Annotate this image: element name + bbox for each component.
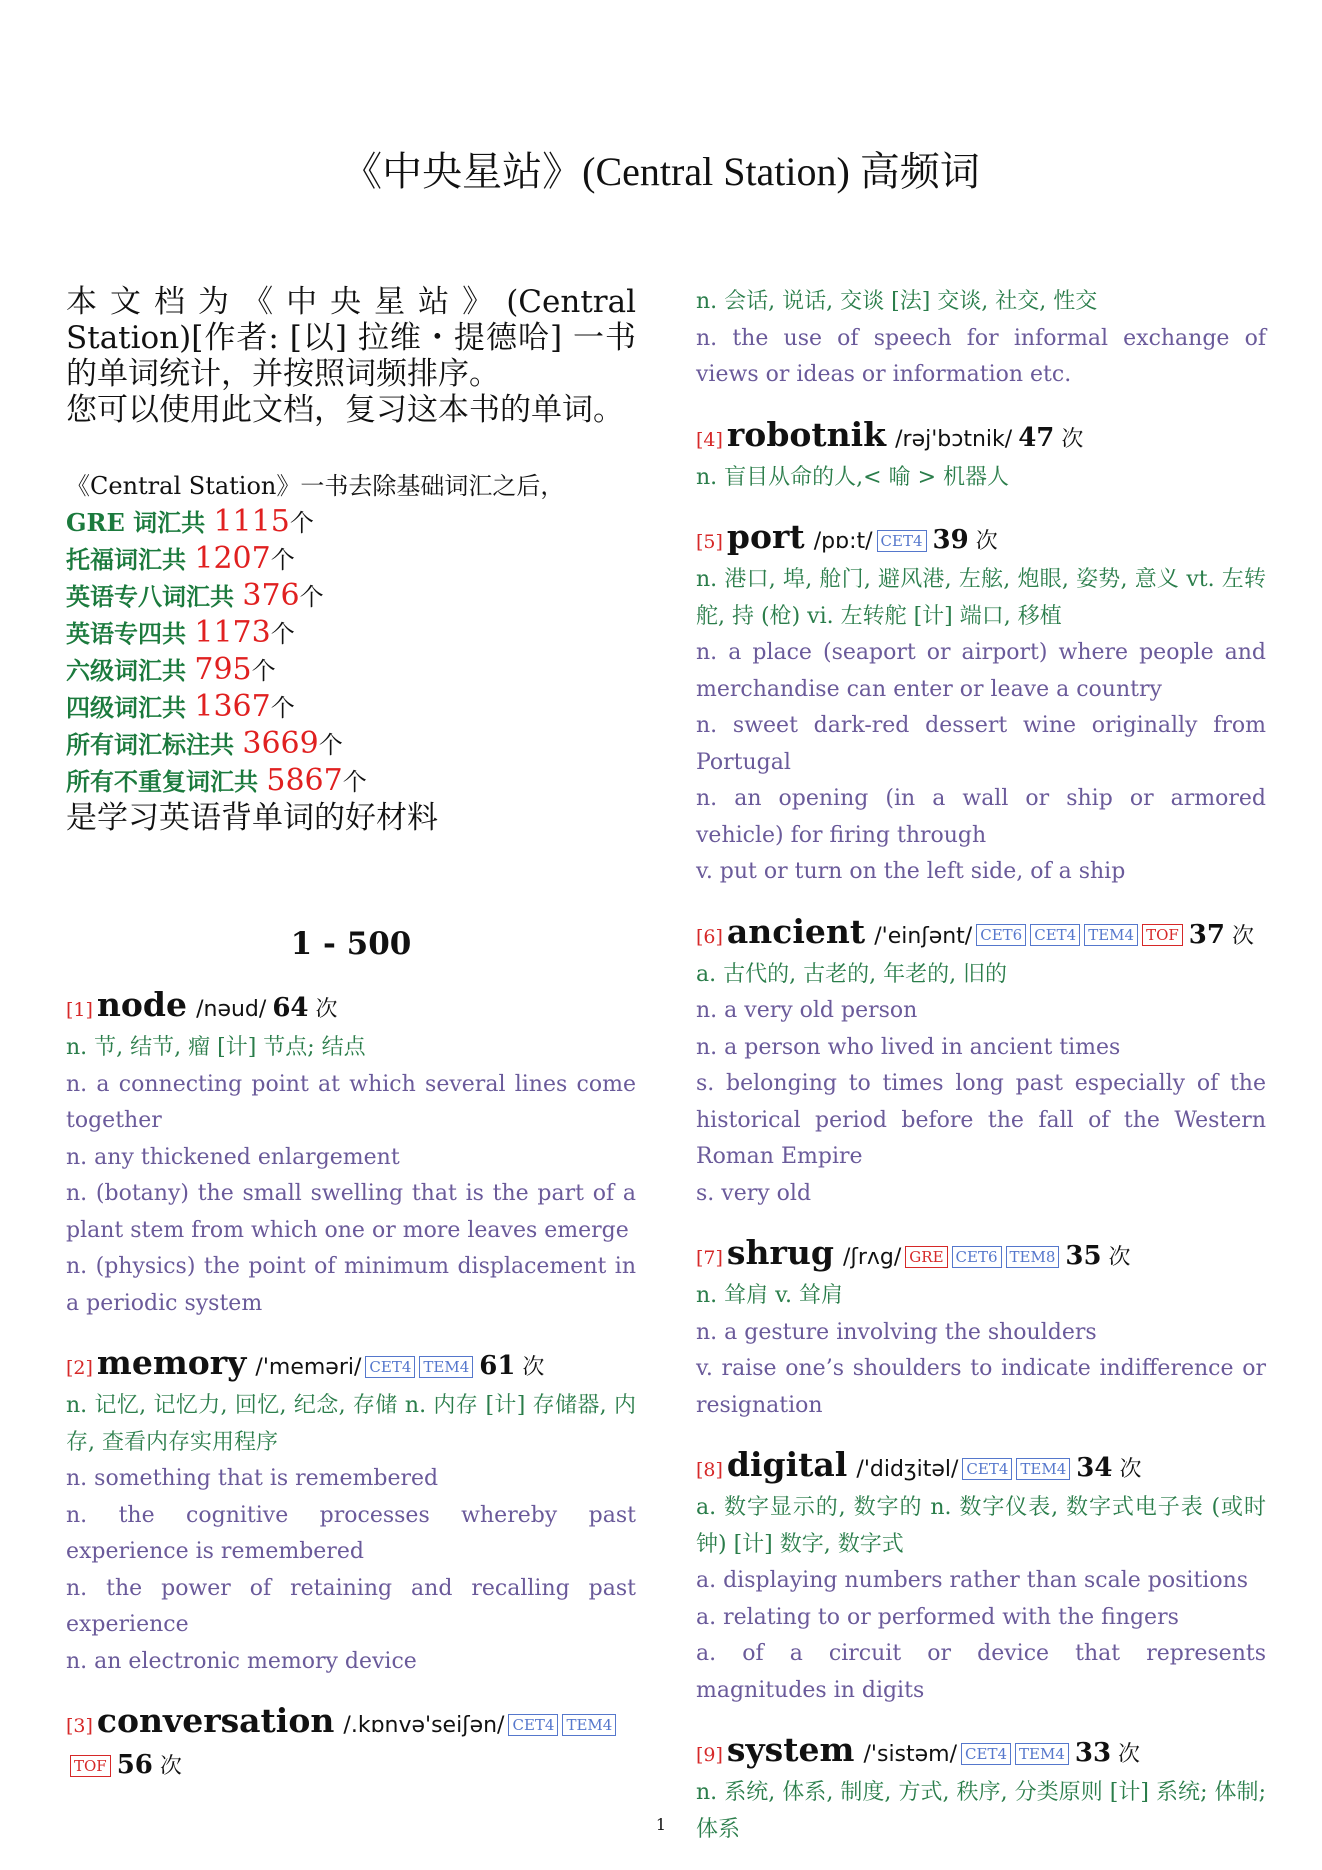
- definition-english: n. the cognitive processes whereby past experience is remembered: [66, 1502, 636, 1564]
- stats-row: [66, 763, 636, 800]
- document-title: 《中央星站》(Central Station) 高频词: [342, 149, 980, 194]
- definition-english: n. a connecting point at which several lines come together: [66, 1071, 636, 1133]
- definition-english: n. (botany) the small swelling that is the part of a plant stem from which one or more leaves emerge: [66, 1181, 636, 1243]
- word-entry: [696, 913, 1266, 1213]
- word-entry: [696, 1234, 1266, 1424]
- entry-header: [696, 518, 1266, 562]
- frequency-suffix: 次: [1224, 923, 1254, 949]
- word-entry: [66, 1702, 636, 1787]
- definition-english: n. the use of speech for informal exchange of views or ideas or information etc.: [696, 325, 1266, 387]
- definition-english: n. (physics) the point of minimum displacement in a periodic system: [66, 1254, 636, 1316]
- frequency-count: 47: [1018, 422, 1055, 453]
- entry-index: [8]: [696, 1459, 723, 1481]
- word-entry: [66, 986, 636, 1322]
- stats-row: [66, 652, 636, 689]
- pronunciation: /pɒ:t/: [813, 529, 873, 554]
- entry-list-right: [696, 416, 1266, 1849]
- frequency-suffix: 次: [968, 529, 998, 554]
- definition-english: a. of a circuit or device that represents magnitudes in digits: [696, 1641, 1266, 1703]
- definition-english: n. something that is remembered: [66, 1466, 439, 1491]
- frequency-suffix: 次: [308, 997, 338, 1022]
- exam-tag-badge: TOF: [1142, 924, 1183, 946]
- headword: system: [726, 1730, 855, 1769]
- stats-label: 所有词汇标注共: [66, 730, 243, 759]
- entry-index: [5]: [696, 531, 723, 553]
- stats-label: 托福词汇共: [66, 545, 195, 574]
- exam-tag-badge: TEM4: [419, 1356, 473, 1378]
- stats-count: 3669: [242, 726, 319, 761]
- word-entry: [696, 1446, 1266, 1709]
- frequency-suffix: 次: [515, 1355, 545, 1380]
- stats-rows: [66, 504, 636, 800]
- definition-english: n. a place (seaport or airport) where people and merchandise can enter or leave a country: [696, 640, 1266, 702]
- entry-header: [696, 913, 1266, 957]
- stats-count: 376: [242, 578, 300, 613]
- stats-count: 1207: [194, 541, 271, 576]
- stats-unit: 个: [299, 583, 324, 611]
- definition-english: a. relating to or performed with the fingers: [696, 1604, 1179, 1630]
- headword: shrug: [726, 1233, 834, 1272]
- entry-header: [696, 416, 1266, 460]
- pronunciation: /ʃrʌg/: [843, 1245, 902, 1270]
- frequency-count: 37: [1188, 919, 1225, 950]
- stats-unit: 个: [318, 731, 343, 759]
- definition-english: n. the power of retaining and recalling past experience: [66, 1575, 636, 1637]
- intro-paragraph-1: 本文档为《中央星站》(Central Station)[作者: [以] 拉维・提德哈] 一书的单词统计，并按照词频排序。: [66, 284, 636, 392]
- definition-english: n. a very old person: [696, 998, 918, 1023]
- exam-tag-badge: TEM4: [1016, 1458, 1070, 1480]
- stats-count: 1115: [213, 504, 290, 539]
- frequency-suffix: 次: [1111, 1742, 1141, 1767]
- stats-row: [66, 541, 636, 578]
- frequency-suffix: 次: [1101, 1245, 1131, 1270]
- frequency-suffix: 次: [152, 1754, 182, 1779]
- definition-chinese: n. 系统, 体系, 制度, 方式, 秩序, 分类原则 [计] 系统; 体制; 体系: [696, 1780, 1266, 1842]
- right-column: [696, 284, 1266, 1870]
- stats-label: 六级词汇共: [66, 656, 195, 685]
- definition-english: s. belonging to times long past especially of the historical period before the fall of the Western Roman Empire: [696, 1071, 1266, 1169]
- entry-index: [2]: [66, 1357, 93, 1379]
- entry-index: [3]: [66, 1715, 93, 1737]
- stats-count: 1367: [194, 689, 271, 724]
- headword: digital: [726, 1445, 848, 1484]
- page-number: 1: [655, 1815, 667, 1834]
- definition-english: n. an electronic memory device: [66, 1648, 417, 1674]
- stats-unit: 个: [270, 546, 295, 574]
- headword: robotnik: [726, 414, 887, 454]
- exam-tag-badge: CET4: [961, 1743, 1011, 1765]
- definition-english: a. displaying numbers rather than scale positions: [696, 1568, 1249, 1593]
- entry-continuation: [696, 284, 1266, 394]
- entry-index: [4]: [696, 428, 723, 451]
- definition-chinese: n. 会话, 说话, 交谈 [法] 交谈, 社交, 性交: [696, 289, 1098, 314]
- definition-english: n. an opening (in a wall or ship or armored vehicle) for firing through: [696, 786, 1266, 848]
- exam-tag-badge: CET4: [1030, 924, 1080, 946]
- entry-header: [696, 1731, 1266, 1775]
- definition-chinese: a. 古代的, 古老的, 年老的, 旧的: [696, 961, 1008, 987]
- definition-english: v. put or turn on the left side, of a ship: [696, 859, 1126, 884]
- exam-tag-badge: CET4: [962, 1458, 1012, 1480]
- entry-header: [66, 986, 636, 1030]
- exam-tag-badge: TEM8: [1006, 1246, 1060, 1268]
- pronunciation: /'sistəm/: [863, 1742, 958, 1767]
- headword: port: [726, 517, 805, 556]
- stats-unit: 个: [342, 768, 367, 796]
- definition-english: n. a person who lived in ancient times: [696, 1034, 1121, 1060]
- pronunciation: /nəud/: [196, 997, 267, 1022]
- stats-row: [66, 615, 636, 652]
- stats-tail: 是学习英语背单词的好材料: [66, 800, 438, 836]
- frequency-count: 64: [272, 993, 309, 1023]
- entry-header: [696, 1234, 1266, 1278]
- entry-header: [66, 1344, 636, 1388]
- word-entry: [696, 416, 1266, 497]
- stats-label: 英语专八词汇共: [66, 582, 243, 611]
- frequency-count: 35: [1065, 1241, 1102, 1271]
- stats-unit: 个: [289, 509, 314, 537]
- definition-english: n. a gesture involving the shoulders: [696, 1319, 1097, 1345]
- stats-row: [66, 504, 636, 541]
- exam-tag-badge: CET4: [365, 1356, 415, 1378]
- entry-index: [7]: [696, 1247, 723, 1269]
- stats-block: [66, 468, 636, 836]
- definition-chinese: n. 耸肩 v. 耸肩: [696, 1283, 843, 1308]
- headword: ancient: [726, 911, 866, 951]
- pronunciation: /'einʃənt/: [874, 923, 973, 949]
- exam-tag-badge: GRE: [905, 1246, 947, 1268]
- stats-count: 795: [194, 652, 252, 687]
- stats-label: 四级词汇共: [66, 693, 195, 722]
- entry-index: [6]: [696, 925, 723, 948]
- headword: node: [96, 985, 187, 1024]
- frequency-count: 61: [479, 1351, 516, 1381]
- range-heading: 1 - 500: [290, 926, 412, 962]
- left-column: [66, 284, 636, 1809]
- exam-tag-badge: CET6: [952, 1246, 1002, 1268]
- definition-chinese: a. 数字显示的, 数字的 n. 数字仪表, 数字式电子表 (或时钟) [计] 数字, 数字式: [696, 1495, 1266, 1557]
- stats-unit: 个: [270, 620, 295, 648]
- definition-english: n. sweet dark-red dessert wine originally from Portugal: [696, 713, 1266, 775]
- stats-unit: 个: [251, 657, 276, 685]
- definition-chinese: n. 港口, 埠, 舱门, 避风港, 左舷, 炮眼, 姿势, 意义 vt. 左转舵, 持 (枪) vi. 左转舵 [计] 端口, 移植: [696, 567, 1266, 629]
- pronunciation: /'didʒitəl/: [856, 1457, 959, 1482]
- pronunciation: /'meməri/: [255, 1355, 362, 1380]
- frequency-count: 39: [932, 525, 969, 555]
- definition-english: s. very old: [696, 1180, 812, 1206]
- definition-chinese: n. 记忆, 记忆力, 回忆, 纪念, 存储 n. 内存 [计] 存储器, 内存, 查看内存实用程序: [66, 1393, 636, 1455]
- exam-tag-badge: TEM4: [1015, 1743, 1069, 1765]
- entry-index: [9]: [696, 1744, 723, 1766]
- stats-unit: 个: [270, 694, 295, 722]
- definition-chinese: n. 节, 结节, 瘤 [计] 节点; 结点: [66, 1035, 366, 1060]
- definition-english: v. raise one’s shoulders to indicate indifference or resignation: [696, 1356, 1266, 1418]
- headword: conversation: [96, 1701, 335, 1740]
- frequency-count: 56: [116, 1750, 153, 1780]
- exam-tag-badge: CET4: [508, 1714, 558, 1736]
- frequency-count: 33: [1074, 1738, 1112, 1768]
- stats-row: [66, 726, 636, 763]
- frequency-suffix: 次: [1054, 426, 1084, 452]
- stats-count: 5867: [266, 763, 343, 798]
- word-entry: [66, 1344, 636, 1680]
- stats-row: [66, 689, 636, 726]
- exam-tag-badge: TOF: [70, 1755, 111, 1777]
- stats-label: 英语专四共: [66, 619, 195, 648]
- entry-header: [696, 1446, 1266, 1490]
- exam-tag-badge: TEM4: [1084, 924, 1138, 946]
- entry-list-left: [66, 986, 636, 1787]
- stats-row: [66, 578, 636, 615]
- intro-paragraph-2: 您可以使用此文档，复习这本书的单词。: [66, 392, 624, 428]
- entry-header: [66, 1702, 636, 1787]
- pronunciation: /.kɒnvə'seiʃən/: [343, 1713, 505, 1738]
- exam-tag-badge: CET6: [976, 924, 1026, 946]
- stats-label: 所有不重复词汇共: [66, 767, 267, 796]
- definition-english: n. any thickened enlargement: [66, 1144, 400, 1170]
- definition-chinese: n. 盲目从命的人,< 喻 > 机器人: [696, 464, 1009, 490]
- frequency-count: 34: [1076, 1453, 1113, 1483]
- entry-index: [1]: [66, 999, 93, 1021]
- pronunciation: /rəj'bɔtnik/: [895, 426, 1013, 452]
- stats-lead: 《Central Station》一书去除基础词汇之后，: [66, 472, 565, 500]
- exam-tag-badge: TEM4: [562, 1714, 616, 1736]
- stats-label: GRE 词汇共: [66, 508, 214, 537]
- frequency-suffix: 次: [1112, 1457, 1142, 1482]
- stats-count: 1173: [194, 615, 271, 650]
- headword: memory: [96, 1343, 247, 1382]
- word-entry: [696, 518, 1266, 891]
- exam-tag-badge: CET4: [877, 530, 927, 552]
